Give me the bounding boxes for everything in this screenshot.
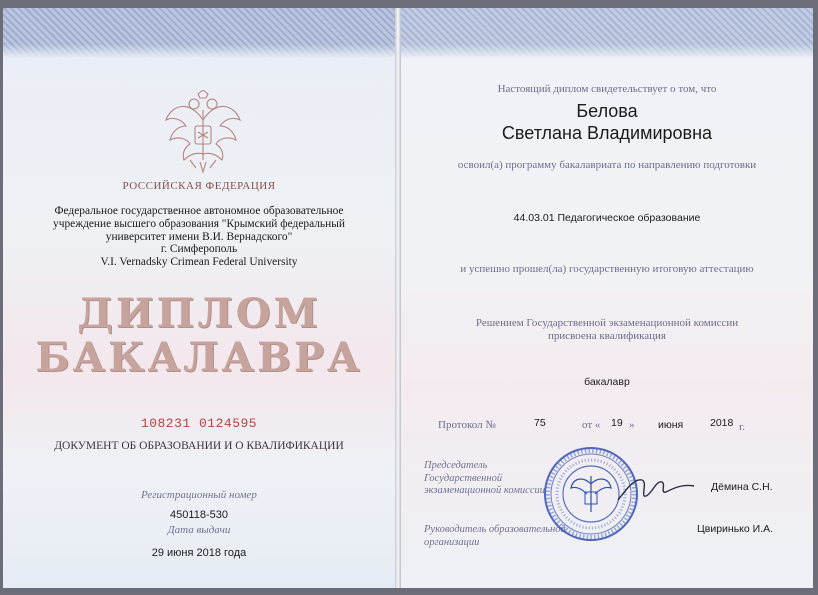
institution-city: г. Симферополь (160, 243, 238, 256)
protocol-from-label: от « (582, 419, 601, 431)
graduate-surname: Белова (576, 101, 638, 121)
chair-title-line: Председатель (424, 460, 488, 471)
graduate-given-names: Светлана Владимировна (501, 123, 713, 143)
registration-number-label: Регистрационный номер (141, 489, 257, 501)
institution-english-name: V.I. Vernadsky Crimean Federal University (100, 256, 298, 269)
issue-date: 29 июня 2018 года (151, 547, 247, 559)
chair-title-line: Государственной (424, 472, 503, 484)
signature-icon (616, 470, 696, 510)
decision-text-2: присвоена квалификация (548, 330, 666, 342)
protocol-year: 2018 (710, 417, 734, 429)
institution-line: Федеральное государственное автономное образовательное (54, 205, 344, 217)
protocol-month: июня (658, 419, 684, 431)
program-text: освоил(а) программу бакалавриата по направлению подготовки (457, 159, 757, 171)
serial-number: 108231 0124595 (140, 416, 258, 431)
eagle-emblem-icon (160, 90, 246, 174)
issue-date-label: Дата выдачи (167, 524, 231, 536)
institution-name (3, 205, 395, 269)
institution-line: университет имени В.И. Вернадского" (105, 230, 293, 243)
program-name: 44.03.01 Педагогическое образование (513, 212, 701, 224)
diploma-subtitle: БАКАЛАВРА (35, 334, 363, 381)
chair-title-line: экзаменационной комиссии (424, 485, 545, 496)
diploma-left-page (3, 8, 395, 588)
protocol-day: 19 (611, 417, 623, 429)
protocol-year-suffix: г. (739, 421, 746, 433)
institution-line: учреждение высшего образования "Крымский федеральный (53, 217, 345, 230)
document-type: ДОКУМЕНТ ОБ ОБРАЗОВАНИИ И О КВАЛИФИКАЦИИ (54, 440, 344, 452)
protocol-day-close: » (629, 419, 635, 431)
intro-text: Настоящий диплом свидетельствует о том, что (497, 83, 717, 95)
qualification: бакалавр (584, 376, 630, 388)
country-label: РОССИЙСКАЯ ФЕДЕРАЦИЯ (122, 180, 276, 192)
head-title-line: организации (424, 536, 480, 548)
diploma-right-page (401, 8, 813, 588)
decision-text: Решением Государственной экзаменационной комиссии (475, 317, 739, 329)
protocol-label: Протокол № (438, 419, 496, 431)
attestation-text: и успешно прошел(ла) государственную итоговую аттестацию (460, 263, 754, 275)
registration-number: 450118-530 (170, 509, 228, 521)
security-band-left (3, 8, 395, 58)
security-band-right (401, 8, 813, 58)
commission-chair-title (424, 460, 545, 498)
diploma-title: ДИПЛОМ (77, 290, 321, 337)
commission-chair-name: Дёмина С.Н. (711, 481, 773, 493)
protocol-number: 75 (534, 417, 546, 429)
head-title-line: Руководитель образовательной (424, 524, 566, 535)
organization-head-name: Цвиринько И.А. (697, 523, 774, 535)
